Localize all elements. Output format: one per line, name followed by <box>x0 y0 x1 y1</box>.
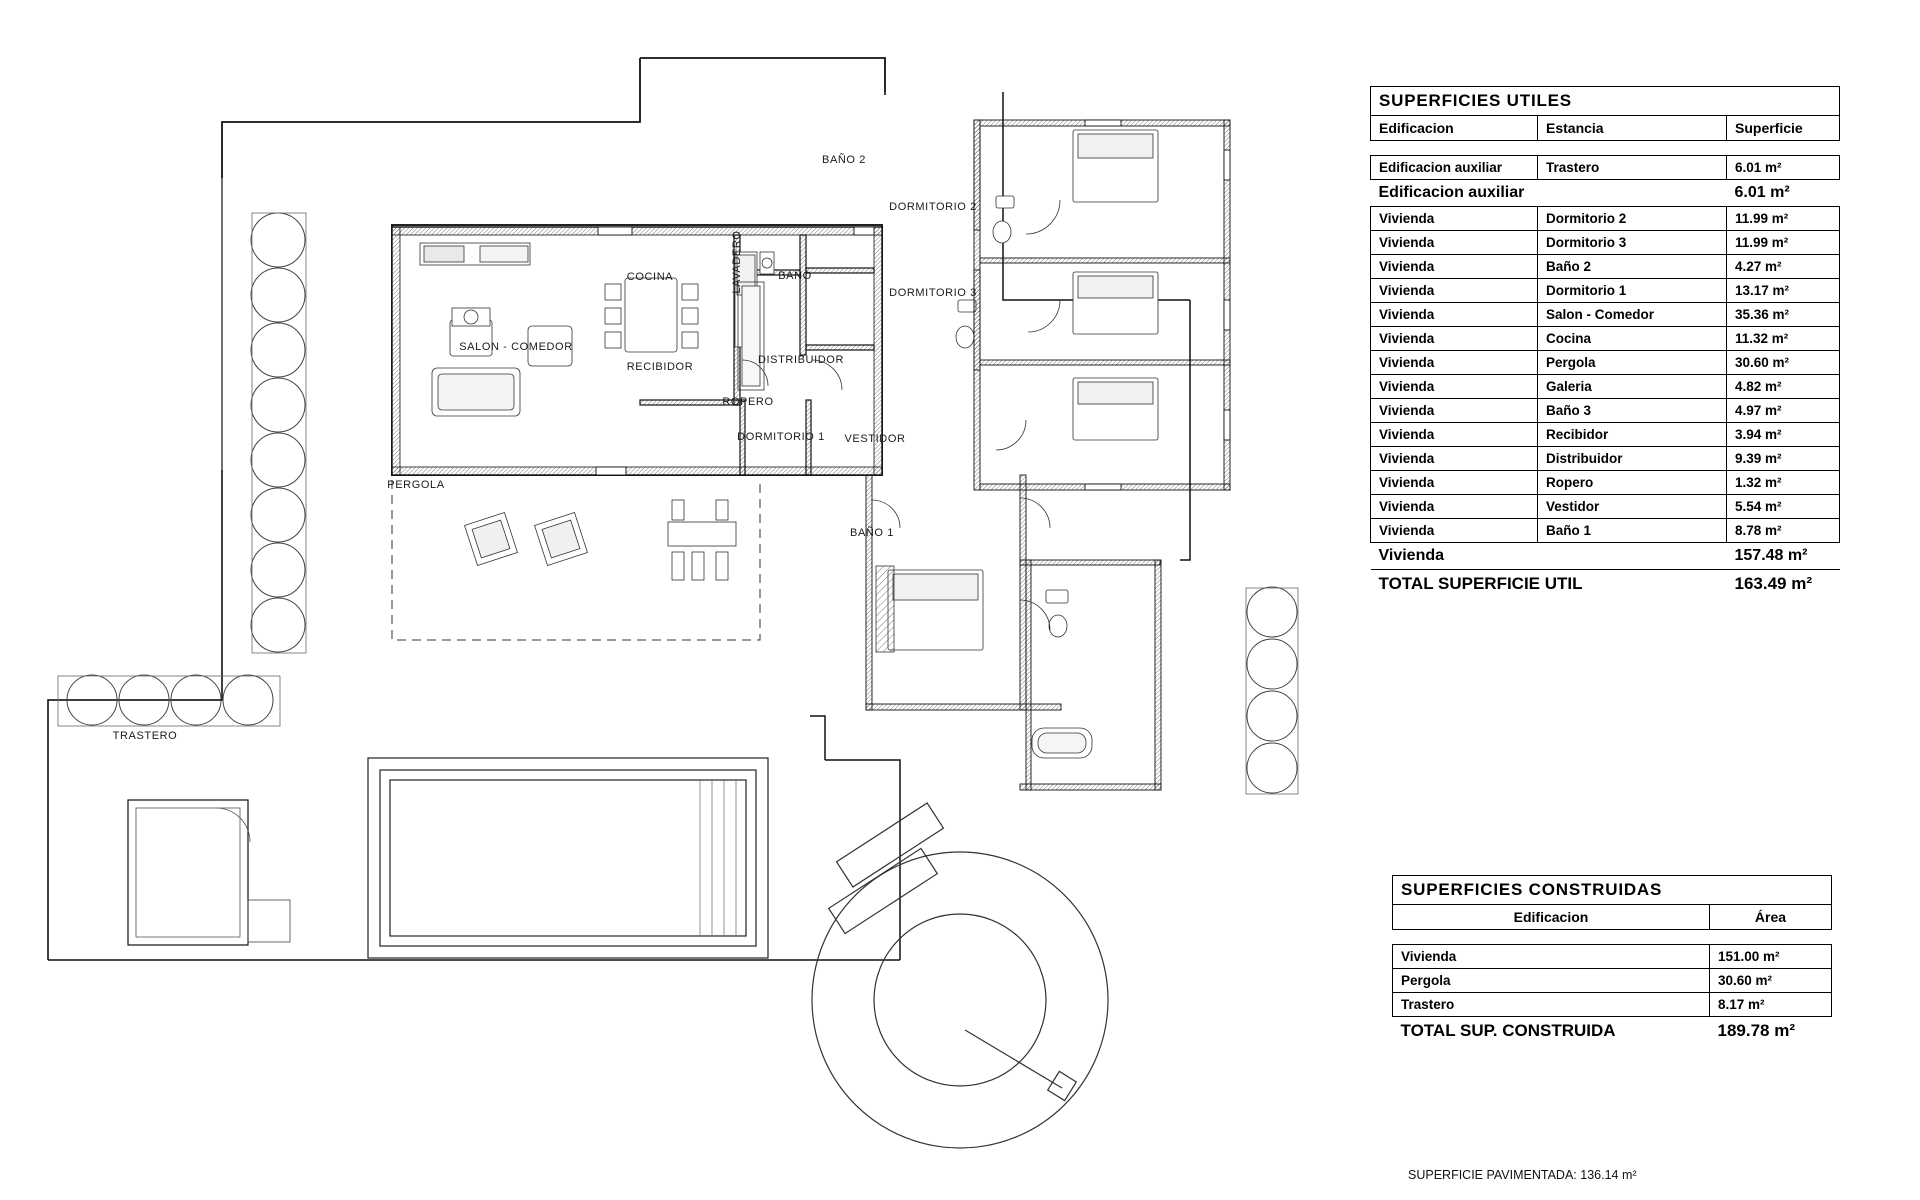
table-row <box>1371 447 1840 471</box>
table-row <box>1393 945 1832 969</box>
room-label-bano-1: BAÑO 1 <box>850 527 894 539</box>
superficie-pavimentada-note: SUPERFICIE PAVIMENTADA: 136.14 m² <box>1408 1168 1637 1182</box>
cell-estancia: Baño 3 <box>1538 399 1727 423</box>
cell-area: 30.60 m² <box>1710 969 1832 993</box>
cell-estancia: Distribuidor <box>1538 447 1727 471</box>
total-utiles-label: TOTAL SUPERFICIE UTIL <box>1371 570 1727 599</box>
table-row <box>1393 993 1832 1017</box>
room-label-ropero: ROPERO <box>722 396 774 408</box>
cell-estancia: Pergola <box>1538 351 1727 375</box>
total-utiles-row <box>1371 570 1840 599</box>
cell-area: 8.17 m² <box>1710 993 1832 1017</box>
utiles-title-row <box>1371 87 1840 116</box>
cell-edificacion: Vivienda <box>1371 255 1538 279</box>
pergola-furniture <box>465 500 736 580</box>
total-utiles-value: 163.49 m² <box>1727 570 1840 599</box>
cell-superficie: 1.32 m² <box>1727 471 1840 495</box>
cell-estancia: Trastero <box>1538 156 1727 180</box>
cell-edificacion: Vivienda <box>1371 327 1538 351</box>
table-row <box>1371 207 1840 231</box>
plot-boundary <box>48 58 885 960</box>
construidas-header-edificacion: Edificacion <box>1393 905 1710 930</box>
subtotal-auxiliar-value: 6.01 m² <box>1727 180 1840 207</box>
table-row <box>1371 423 1840 447</box>
cell-superficie: 11.99 m² <box>1727 207 1840 231</box>
subtotal-vivienda-label: Vivienda <box>1371 543 1727 570</box>
cell-edificacion: Vivienda <box>1371 423 1538 447</box>
cell-estancia: Dormitorio 2 <box>1538 207 1727 231</box>
table-row <box>1371 255 1840 279</box>
cell-edificacion: Vivienda <box>1371 231 1538 255</box>
cell-edificacion: Vivienda <box>1371 495 1538 519</box>
table-row <box>1371 399 1840 423</box>
room-label-bano: BAÑO <box>778 270 812 282</box>
room-label-dormitorio-1: DORMITORIO 1 <box>737 431 825 443</box>
superficies-construidas-table <box>1392 875 1832 1045</box>
cell-edificacion: Vivienda <box>1371 471 1538 495</box>
subtotal-vivienda-value: 157.48 m² <box>1727 543 1840 570</box>
cell-estancia: Vestidor <box>1538 495 1727 519</box>
trees-right <box>1246 587 1298 794</box>
cell-estancia: Baño 1 <box>1538 519 1727 543</box>
room-label-trastero: TRASTERO <box>112 730 178 742</box>
total-construida-label: TOTAL SUP. CONSTRUIDA <box>1393 1017 1710 1046</box>
cell-superficie: 11.99 m² <box>1727 231 1840 255</box>
cell-superficie: 13.17 m² <box>1727 279 1840 303</box>
table-row <box>1371 303 1840 327</box>
cell-edificacion: Vivienda <box>1371 279 1538 303</box>
table-row <box>1371 327 1840 351</box>
cell-estancia: Dormitorio 1 <box>1538 279 1727 303</box>
utiles-header-edificacion: Edificacion <box>1371 116 1538 141</box>
room-label-distribuidor: DISTRIBUIDOR <box>757 354 845 366</box>
cell-superficie: 4.27 m² <box>1727 255 1840 279</box>
table-row <box>1393 969 1832 993</box>
circular-terrace <box>812 803 1108 1148</box>
trees-left <box>251 213 306 653</box>
construidas-header-area: Área <box>1710 905 1832 930</box>
cell-edificacion: Vivienda <box>1371 351 1538 375</box>
cell-estancia: Ropero <box>1538 471 1727 495</box>
subtotal-auxiliar-label: Edificacion auxiliar <box>1371 180 1727 207</box>
cell-edificacion: Vivienda <box>1371 207 1538 231</box>
cell-superficie: 30.60 m² <box>1727 351 1840 375</box>
room-label-salon-comedor: SALON - COMEDOR <box>459 341 573 353</box>
cell-superficie: 4.82 m² <box>1727 375 1840 399</box>
cell-superficie: 3.94 m² <box>1727 423 1840 447</box>
room-label-vestidor: VESTIDOR <box>844 433 906 445</box>
table-row <box>1371 375 1840 399</box>
utiles-title: SUPERFICIES UTILES <box>1371 87 1840 116</box>
cell-estancia: Dormitorio 3 <box>1538 231 1727 255</box>
table-row <box>1371 351 1840 375</box>
table-row <box>1371 156 1840 180</box>
construidas-title: SUPERFICIES CONSTRUIDAS <box>1393 876 1832 905</box>
room-label-cocina: COCINA <box>626 271 674 283</box>
cell-superficie: 11.32 m² <box>1727 327 1840 351</box>
cell-superficie: 6.01 m² <box>1727 156 1840 180</box>
total-construida-value: 189.78 m² <box>1710 1017 1832 1046</box>
table-row <box>1371 231 1840 255</box>
utiles-header-superficie: Superficie <box>1727 116 1840 141</box>
cell-edificacion: Trastero <box>1393 993 1710 1017</box>
room-label-dormitorio-3: DORMITORIO 3 <box>889 287 977 299</box>
cell-edificacion: Vivienda <box>1371 303 1538 327</box>
cell-estancia: Salon - Comedor <box>1538 303 1727 327</box>
trastero-building <box>128 800 290 945</box>
table-row <box>1371 471 1840 495</box>
superficies-utiles-table <box>1370 86 1840 598</box>
cell-edificacion: Edificacion auxiliar <box>1371 156 1538 180</box>
room-label-dormitorio-2: DORMITORIO 2 <box>889 201 977 213</box>
cell-estancia: Cocina <box>1538 327 1727 351</box>
construidas-title-row <box>1393 876 1832 905</box>
table-row <box>1371 495 1840 519</box>
site-outline <box>48 58 900 960</box>
cell-edificacion: Vivienda <box>1371 399 1538 423</box>
cell-estancia: Galeria <box>1538 375 1727 399</box>
cell-edificacion: Vivienda <box>1371 519 1538 543</box>
cell-estancia: Recibidor <box>1538 423 1727 447</box>
subtotal-vivienda-row <box>1371 543 1840 570</box>
table-row <box>1371 519 1840 543</box>
room-label-bano-2: BAÑO 2 <box>822 154 866 166</box>
pergola-zone <box>392 480 760 640</box>
construidas-header-row <box>1393 905 1832 930</box>
subtotal-auxiliar-row <box>1371 180 1840 207</box>
cell-superficie: 8.78 m² <box>1727 519 1840 543</box>
utiles-header-estancia: Estancia <box>1538 116 1727 141</box>
cell-area: 151.00 m² <box>1710 945 1832 969</box>
cell-edificacion: Pergola <box>1393 969 1710 993</box>
cell-superficie: 9.39 m² <box>1727 447 1840 471</box>
cell-edificacion: Vivienda <box>1371 375 1538 399</box>
utiles-header-row <box>1371 116 1840 141</box>
room-label-pergola: PERGOLA <box>387 479 445 491</box>
table-row <box>1371 279 1840 303</box>
cell-superficie: 4.97 m² <box>1727 399 1840 423</box>
room-label-recibidor: RECIBIDOR <box>626 361 694 373</box>
total-construida-row <box>1393 1017 1832 1046</box>
swimming-pool <box>368 758 768 958</box>
cell-edificacion: Vivienda <box>1371 447 1538 471</box>
cell-edificacion: Vivienda <box>1393 945 1710 969</box>
room-label-lavadero: LAVADERO <box>731 230 743 294</box>
cell-superficie: 5.54 m² <box>1727 495 1840 519</box>
cell-superficie: 35.36 m² <box>1727 303 1840 327</box>
cell-estancia: Baño 2 <box>1538 255 1727 279</box>
